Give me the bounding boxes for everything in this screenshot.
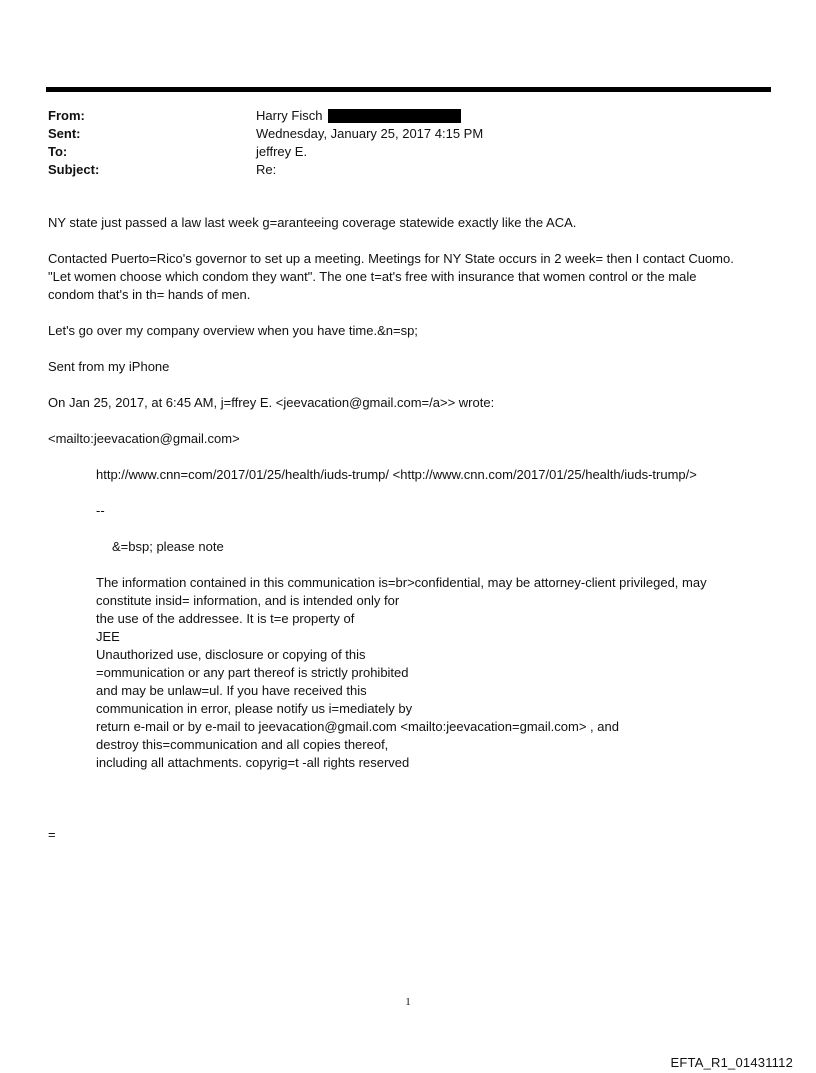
email-body: [48, 214, 778, 844]
disclaimer-line: the use of the addressee. It is t=e property of: [96, 611, 355, 626]
body-paragraph-2-line-2: "Let women choose which condom they want". The one t=at's free with insurance that women control or the male: [48, 269, 697, 284]
disclaimer-line: destroy this=communication and all copies thereof,: [96, 737, 389, 752]
mailto-line: <mailto:jeevacation@gmail.com>: [48, 431, 240, 446]
subject-row: [48, 161, 768, 179]
page-number: 1: [405, 996, 411, 1008]
disclaimer: [48, 574, 778, 772]
disclaimer-line: =ommunication or any part thereof is strictly prohibited: [96, 665, 409, 680]
sent-label: Sent:: [48, 126, 81, 141]
disclaimer-line: return e-mail or by e-mail to jeevacation@gmail.com <mailto:jeevacation=gmail.com> , and: [96, 719, 619, 734]
disclaimer-line: and may be unlaw=ul. If you have received this: [96, 683, 367, 698]
body-paragraph-3: Let's go over my company overview when you have time.&n=sp;: [48, 323, 418, 338]
bates-number: EFTA_R1_01431112: [670, 1055, 793, 1070]
disclaimer-line: JEE: [96, 629, 120, 644]
from-value-wrap: [256, 107, 461, 125]
body-signature: Sent from my iPhone: [48, 359, 170, 374]
disclaimer-line: Unauthorized use, disclosure or copying of this: [96, 647, 366, 662]
body-paragraph-2-line-3: condom that's in th= hands of men.: [48, 287, 251, 302]
from-row: [48, 107, 768, 125]
body-paragraph-1: NY state just passed a law last week g=aranteeing coverage statewide exactly like the ACA.: [48, 215, 577, 230]
to-row: [48, 143, 768, 161]
quoted-separator: --: [96, 503, 105, 518]
from-value: Harry Fisch: [256, 108, 323, 123]
quote-attribution: On Jan 25, 2017, at 6:45 AM, j=ffrey E. <jeevacation@gmail.com=/a>> wrote:: [48, 395, 495, 410]
quoted-link: http://www.cnn=com/2017/01/25/health/iuds-trump/ <http://www.cnn.com/2017/01/25/health/iuds-trump/>: [96, 467, 697, 482]
to-label: To:: [48, 144, 68, 159]
disclaimer-line: constitute insid= information, and is intended only for: [96, 593, 400, 608]
email-header: [48, 107, 768, 179]
sent-row: [48, 125, 768, 143]
quoted-note: &=bsp; please note: [112, 539, 224, 554]
header-rule: [46, 87, 771, 92]
redaction-box: [328, 109, 461, 123]
disclaimer-line: communication in error, please notify us i=mediately by: [96, 701, 413, 716]
to-value: jeffrey E.: [256, 144, 308, 159]
from-label: From:: [48, 108, 85, 123]
body-paragraph-2-line-1: Contacted Puerto=Rico's governor to set up a meeting. Meetings for NY State occurs in 2 week= then I contact Cuomo.: [48, 251, 734, 266]
subject-label: Subject:: [48, 162, 100, 177]
disclaimer-line: The information contained in this communication is=br>confidential, may be attorney-client privileged, may: [96, 575, 707, 590]
disclaimer-line: including all attachments. copyrig=t -all rights reserved: [96, 755, 410, 770]
trailing-equals: =: [48, 827, 56, 842]
sent-value: Wednesday, January 25, 2017 4:15 PM: [256, 126, 484, 141]
subject-value: Re:: [256, 162, 277, 177]
